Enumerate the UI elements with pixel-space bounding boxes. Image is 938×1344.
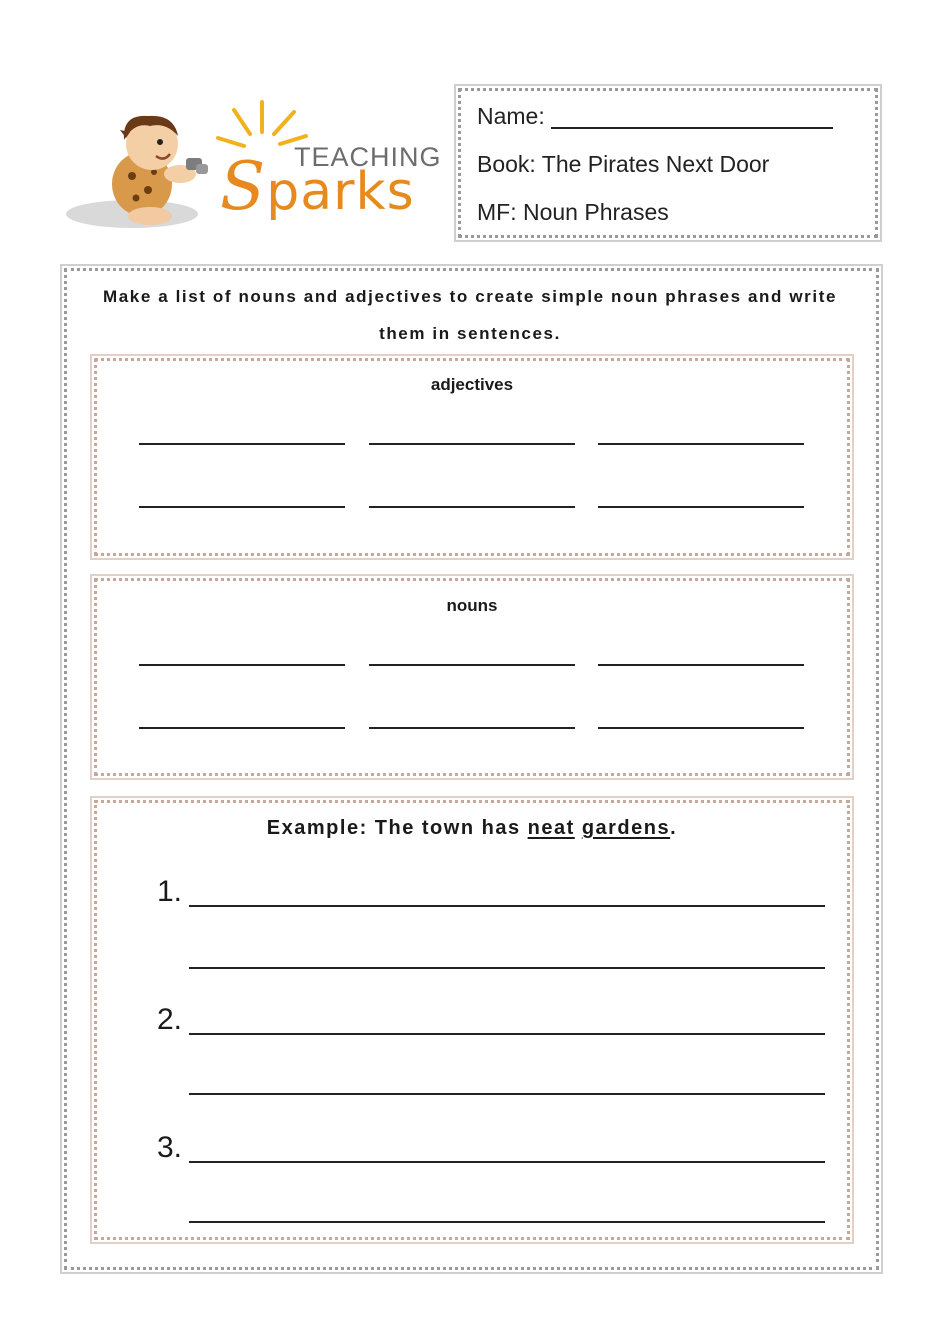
instructions-line-1: Make a list of nouns and adjectives to create simple noun phrases and write: [102, 287, 838, 306]
logo-sparks-s: S: [220, 148, 267, 225]
book-title: Book: The Pirates Next Door: [477, 151, 770, 177]
example-adjective: neat: [527, 817, 575, 839]
sentence-3-line-2[interactable]: [189, 1221, 825, 1223]
mf-topic: MF: Noun Phrases: [477, 199, 669, 225]
adjective-blank-6[interactable]: [598, 506, 804, 508]
name-row: [477, 103, 859, 151]
adjective-blank-4[interactable]: [139, 506, 345, 508]
adjective-blank-1[interactable]: [139, 443, 345, 445]
adjective-blank-2[interactable]: [369, 443, 575, 445]
sentence-1-line-2[interactable]: [189, 967, 825, 969]
name-label: Name:: [477, 103, 545, 129]
instructions: [70, 278, 870, 352]
sentence-number-3: 3.: [157, 1131, 183, 1164]
instructions-line-2: them in sentences.: [379, 324, 561, 343]
nouns-title: nouns: [446, 596, 498, 615]
example-noun: gardens: [581, 817, 671, 839]
example-prefix: Example: The town has: [266, 817, 528, 839]
adjectives-panel: [94, 358, 850, 556]
example-sentence: [97, 817, 847, 840]
logo-sparks-rest: parks: [266, 162, 415, 222]
noun-blank-1[interactable]: [139, 664, 345, 666]
adjective-blank-3[interactable]: [598, 443, 804, 445]
example-space: [575, 817, 582, 839]
nouns-panel: [94, 578, 850, 776]
noun-blank-6[interactable]: [598, 727, 804, 729]
sentence-2-line-1[interactable]: [189, 1033, 825, 1035]
sentences-panel: [94, 800, 850, 1240]
student-info-box: [458, 88, 878, 238]
noun-blank-3[interactable]: [598, 664, 804, 666]
sentence-3-line-1[interactable]: [189, 1161, 825, 1163]
adjectives-title: adjectives: [430, 375, 514, 394]
sentence-number-2: 2.: [157, 1003, 183, 1036]
teaching-sparks-logo: [62, 92, 442, 244]
adjective-blank-5[interactable]: [369, 506, 575, 508]
noun-blank-2[interactable]: [369, 664, 575, 666]
noun-blank-5[interactable]: [369, 727, 575, 729]
sentence-number-1: 1.: [157, 875, 183, 908]
sentence-1-line-1[interactable]: [189, 905, 825, 907]
logo-teaching-text: TEACHING: [294, 142, 442, 172]
sentence-2-line-2[interactable]: [189, 1093, 825, 1095]
example-suffix: .: [670, 817, 678, 839]
noun-blank-4[interactable]: [139, 727, 345, 729]
name-blank-line[interactable]: [551, 105, 833, 129]
